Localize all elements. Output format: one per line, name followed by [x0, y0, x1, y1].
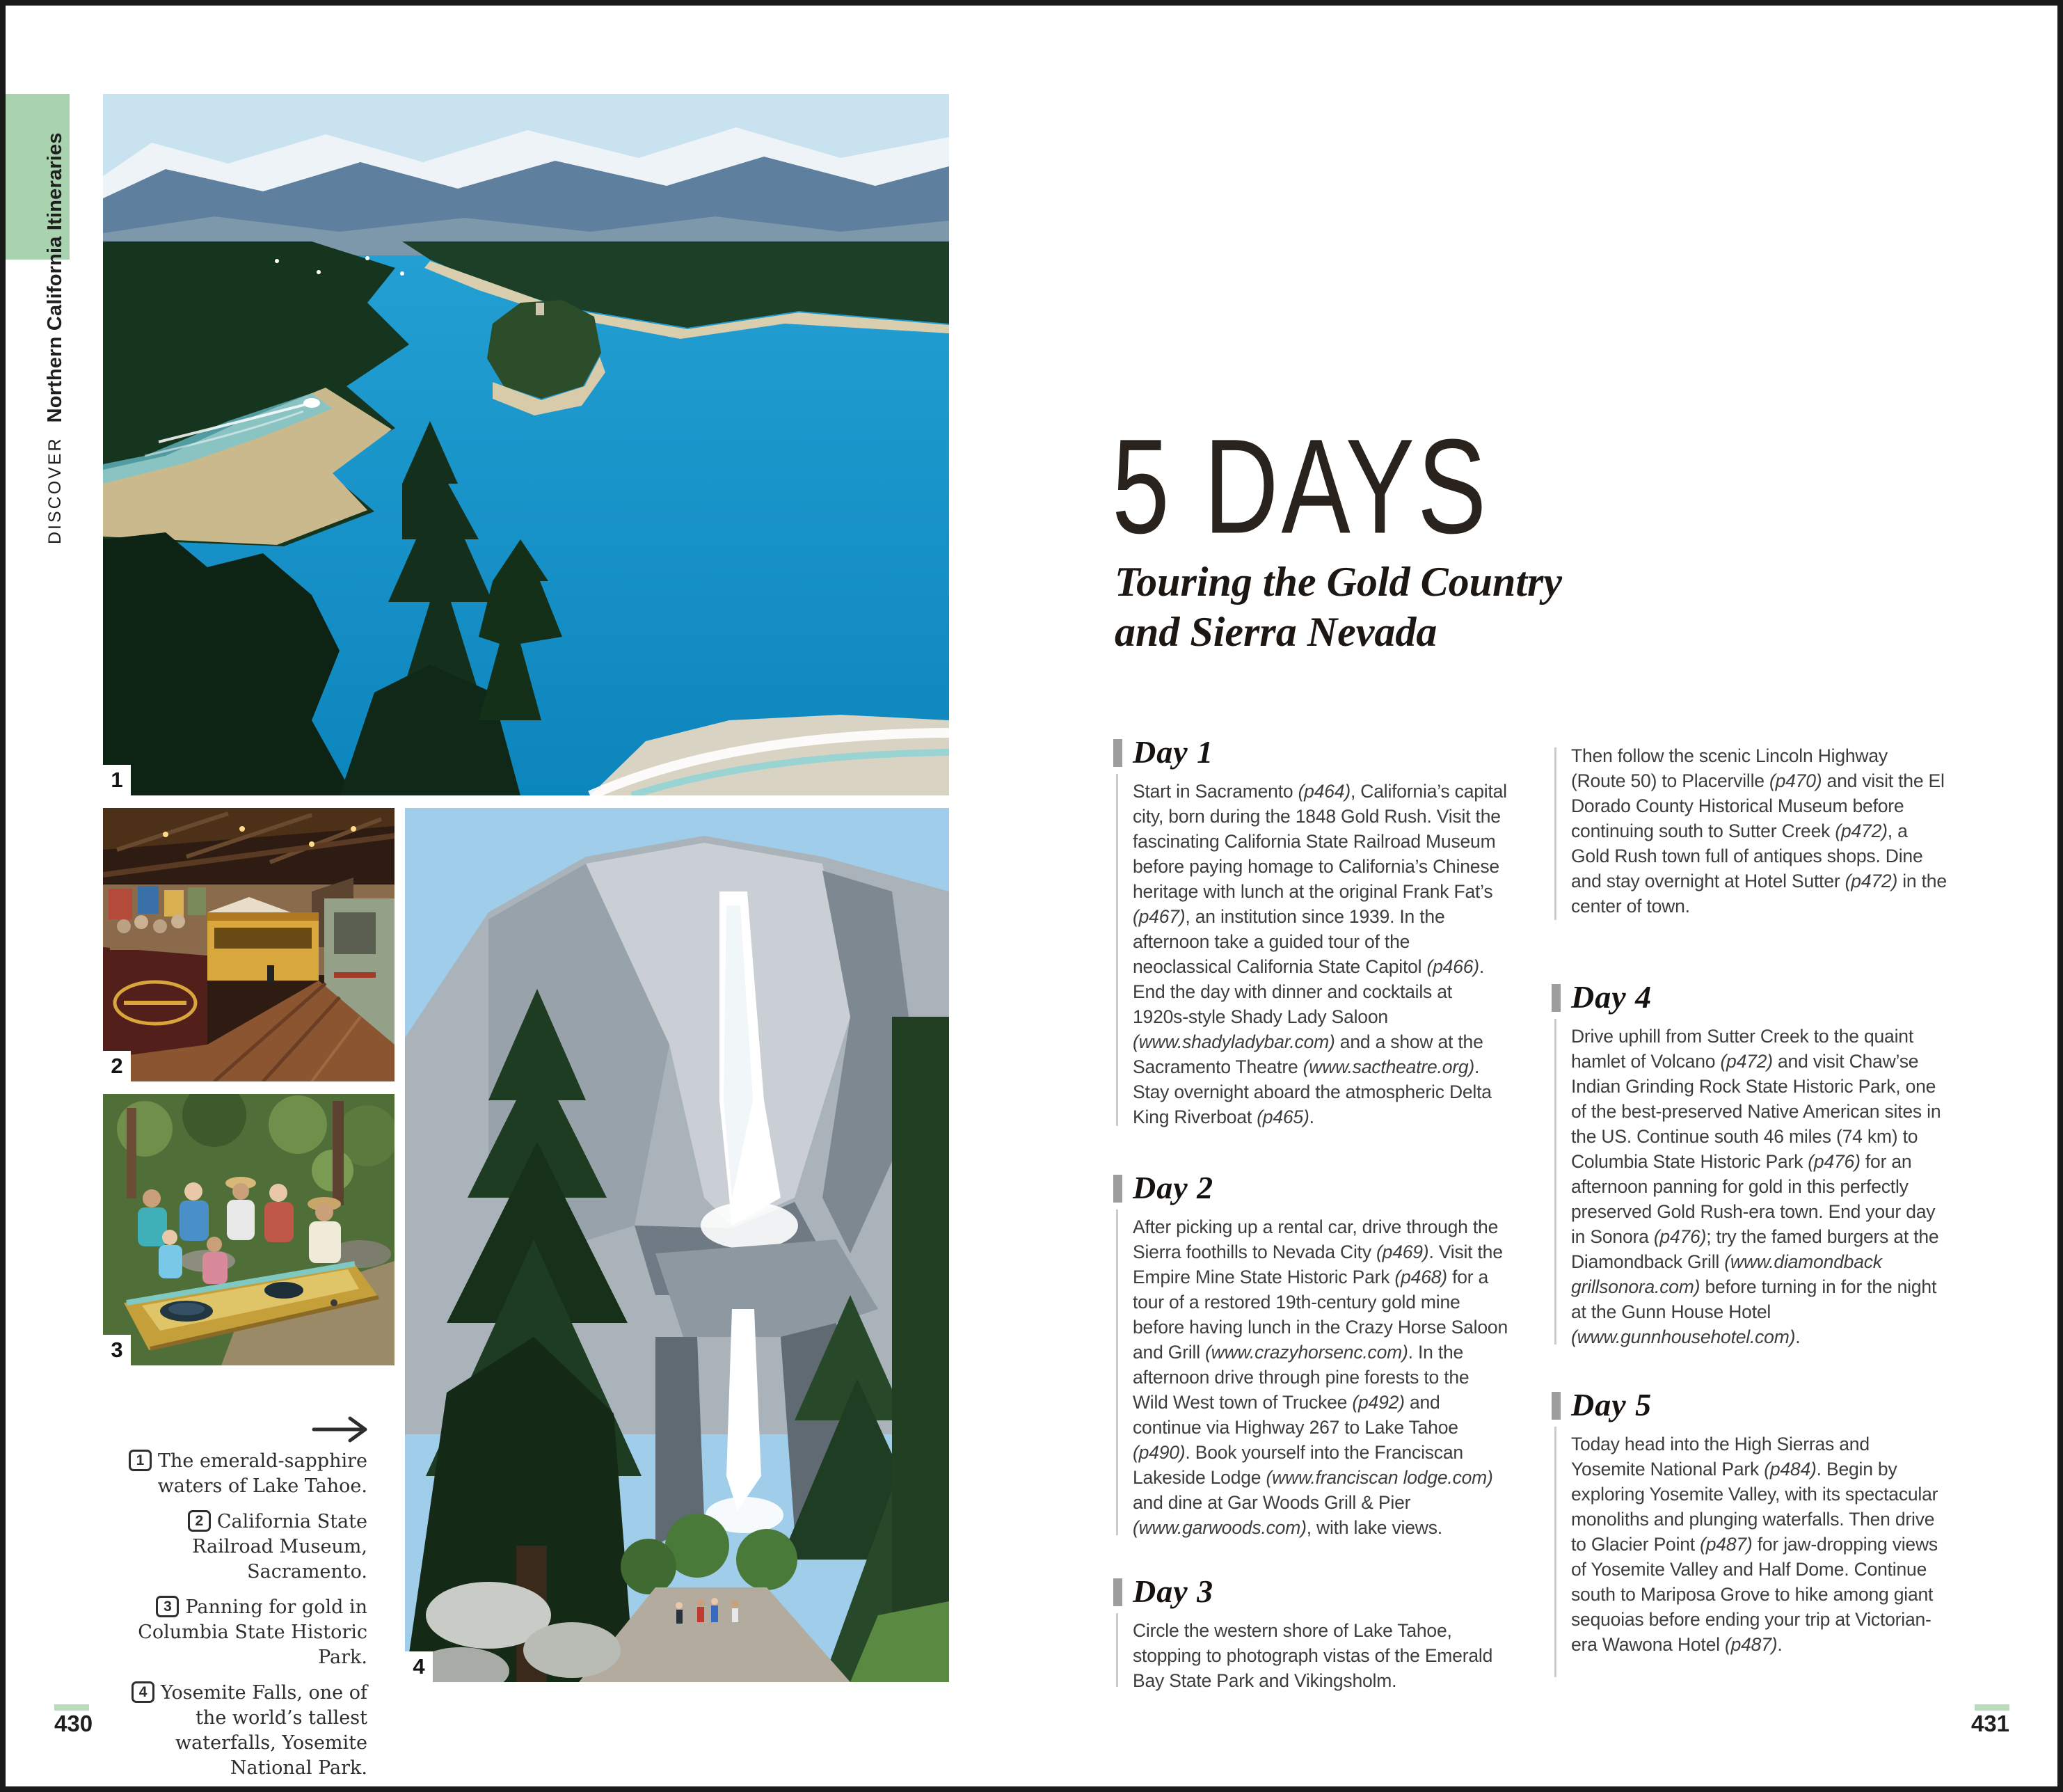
sidebar-eyebrow: DISCOVER	[45, 436, 65, 544]
footer-accent-bar-left	[54, 1704, 89, 1711]
day-1-heading: Day 1	[1133, 734, 1214, 770]
subtitle-line-2: and Sierra Nevada	[1115, 609, 1437, 655]
caption-item	[104, 1681, 367, 1781]
day-marker-bar	[1552, 984, 1561, 1012]
caption-text: California State Railroad Museum, Sacramento.	[192, 1511, 367, 1583]
day-3-heading: Day 3	[1133, 1573, 1214, 1609]
caption-item	[104, 1449, 367, 1499]
photo-badge-3: 3	[103, 1335, 131, 1365]
arrow-right-icon	[310, 1414, 371, 1445]
photo-railroad-museum	[103, 808, 395, 1081]
day-1-continued-section	[1552, 743, 1947, 923]
day-1-section	[1113, 735, 1508, 1129]
day-3-text: Circle the western shore of Lake Tahoe, stopping to photograph vistas of the Emerald Bay State Park and Vikingsholm.	[1133, 1620, 1493, 1691]
photo-gold-panning	[103, 1094, 395, 1365]
caption-list	[104, 1449, 367, 1791]
day-4-heading: Day 4	[1571, 979, 1652, 1015]
day-1-text: Start in Sacramento (p464), California’s capital city, born during the 1848 Gold Rush. Visit the fascinating California State Railroad Museum before paying homage to California’s Chinese heritage with lunch at the original Frank Fat’s (p467), an institution since 1939. In the afternoon take a guided tour of the neoclassical California State Capitol (p466). End the day with dinner and cocktails at 1920s-style Shady Lady Saloon (www.shadyladybar.com) and a show at the Sacramento Theatre (www.sactheatre.org). Stay overnight aboard the atmospheric Delta King Riverboat (p465).	[1133, 781, 1507, 1127]
footer-accent-bar-right	[1975, 1704, 2009, 1711]
day-5-text: Today head into the High Sierras and Yosemite National Park (p484). Begin by exploring Yosemite Valley, with its spectacular monoliths and plunging waterfalls. Then drive to Glacier Point (p487) for jaw-dropping views of Yosemite Valley and Half Dome. Continue south to Mariposa Grove to hike among giant sequoias before ending your trip at Victorian-era Wawona Hotel (p487).	[1571, 1434, 1938, 1655]
day-4-text: Drive uphill from Sutter Creek to the quaint hamlet of Volcano (p472) and visit Chaw’se Indian Grinding Rock State Historic Park, one of the best-preserved Native American sites in the US. Continue south 46 miles (74 km) to Columbia State Historic Park (p476) for an afternoon panning for gold in this perfectly preserved Gold Rush-era town. End your day in Sonora (p476); try the famed burgers at the Diamondback Grill (www.diamondback grillsonora.com) before turning in for the night at the Gunn House Hotel (www.gunnhousehotel.com).	[1571, 1026, 1941, 1347]
caption-text: Yosemite Falls, one of the world’s tallest waterfalls, Yosemite National Park.	[161, 1682, 367, 1779]
day-5-heading: Day 5	[1571, 1387, 1652, 1422]
subtitle-line-1: Touring the Gold Country	[1115, 559, 1562, 605]
itinerary-duration-title: 5 DAYS	[1112, 411, 1490, 562]
day-2-section	[1113, 1171, 1508, 1538]
photo-badge-4: 4	[405, 1651, 433, 1682]
page-number-right: 431	[1970, 1711, 2009, 1736]
day-rule-line	[1116, 774, 1118, 1126]
photo-badge-1: 1	[103, 765, 131, 795]
itinerary-subtitle	[1115, 557, 1562, 657]
sidebar-vertical-label	[40, 132, 70, 544]
day-marker-bar	[1113, 1175, 1122, 1203]
day-2-text: After picking up a rental car, drive through the Sierra foothills to Nevada City (p469). Visit the Empire Mine State Historic Park (p468) for a tour of a restored 19th-century gold mine before having lunch in the Crazy Horse Saloon and Grill (www.crazyhorsenc.com). In the afternoon drive through pine forests to the Wild West town of Truckee (p492) and continue via Highway 267 to Lake Tahoe (p490). Book yourself into the Franciscan Lakeside Lodge (www.franciscan lodge.com) and dine at Gar Woods Grill & Pier (www.garwoods.com), with lake views.	[1133, 1216, 1508, 1538]
caption-text: Panning for gold in Columbia State Historic Park.	[138, 1596, 367, 1668]
photo-badge-2: 2	[103, 1051, 131, 1081]
sidebar-title: Northern California Itineraries	[43, 132, 66, 423]
day-rule-line	[1116, 1210, 1118, 1535]
day-marker-bar	[1113, 739, 1122, 767]
caption-number-box: 3	[156, 1596, 179, 1617]
day-2-heading: Day 2	[1133, 1170, 1214, 1205]
day-rule-line	[1554, 1427, 1556, 1677]
day-marker-bar	[1552, 1392, 1561, 1420]
day-rule-line	[1554, 747, 1556, 920]
photo-yosemite-falls	[405, 808, 949, 1682]
caption-number-box: 4	[132, 1681, 154, 1703]
caption-text: The emerald-sapphire waters of Lake Tahoe.	[157, 1450, 367, 1497]
day-4-section	[1552, 980, 1947, 1347]
photo-lake-tahoe	[103, 94, 949, 795]
caption-number-box: 1	[129, 1450, 152, 1471]
day-rule-line	[1116, 1613, 1118, 1687]
day-1-continued-text: Then follow the scenic Lincoln Highway (Route 50) to Placerville (p470) and visit the El Dorado County Historical Museum before continuing south to Sutter Creek (p472), a Gold Rush town full of antiques shops. Dine and stay overnight at Hotel Sutter (p472) in the center of town.	[1571, 745, 1947, 917]
day-marker-bar	[1113, 1578, 1122, 1606]
day-rule-line	[1554, 1019, 1556, 1345]
day-3-section	[1113, 1574, 1508, 1690]
caption-item	[104, 1509, 367, 1585]
caption-number-box: 2	[188, 1510, 211, 1532]
caption-item	[104, 1595, 367, 1670]
page-number-left: 430	[54, 1711, 93, 1736]
day-5-section	[1552, 1388, 1947, 1680]
